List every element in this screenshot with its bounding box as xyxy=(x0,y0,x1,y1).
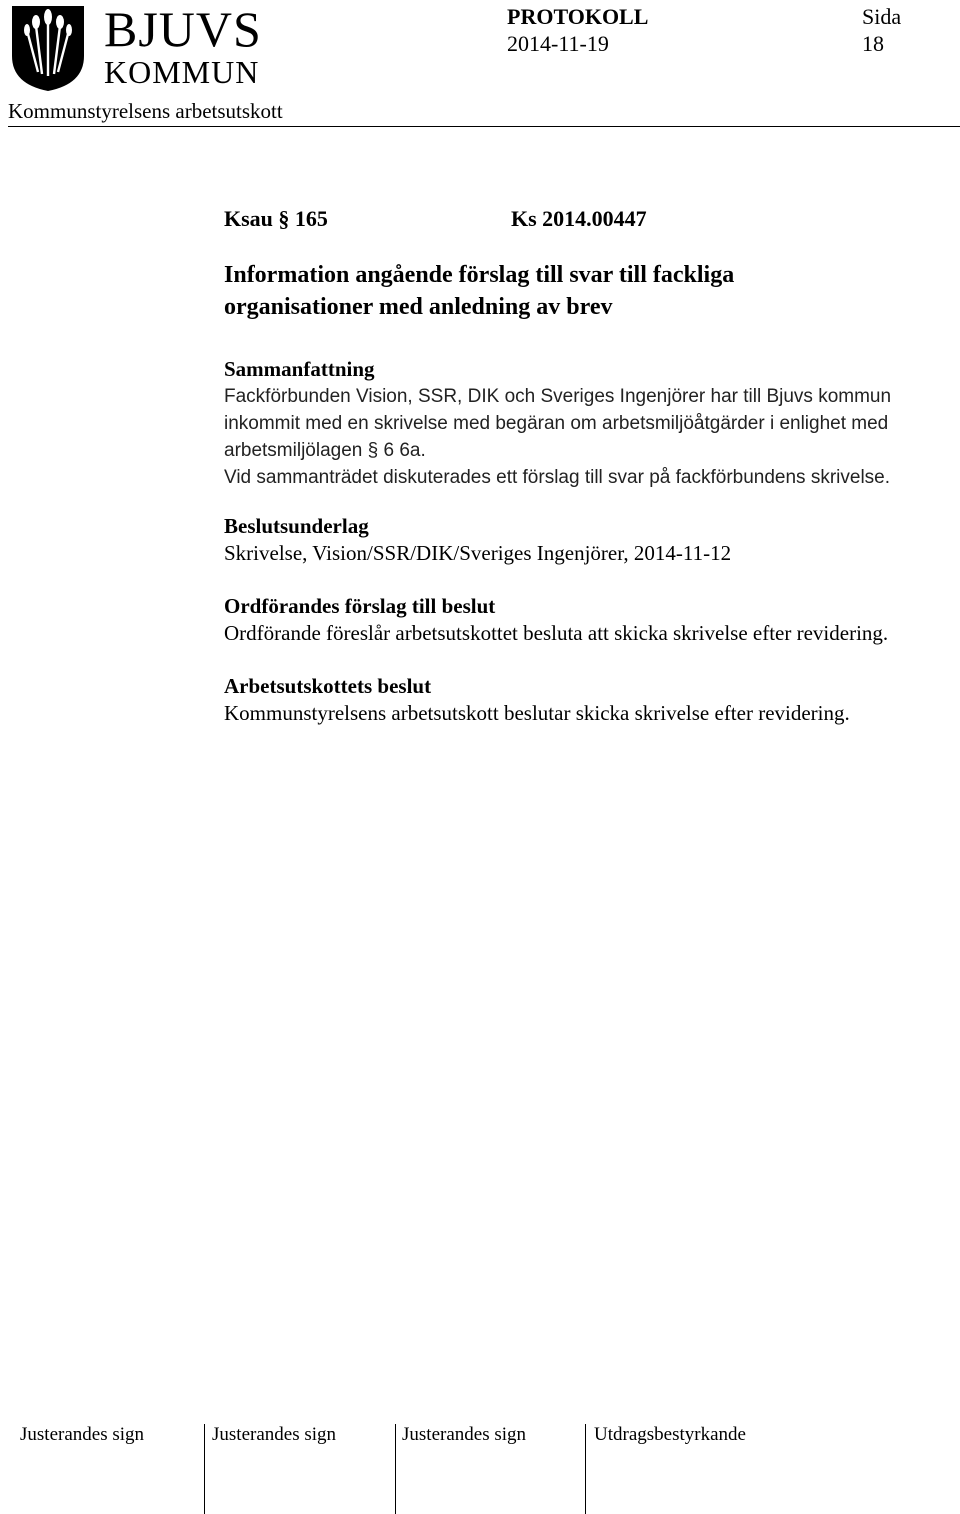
chair-proposal-heading: Ordförandes förslag till beslut xyxy=(224,594,496,618)
page-label: Sida xyxy=(862,4,902,29)
summary-text-discussion: Vid sammanträdet diskuterades ett förslag till svar på fackförbundens skrivelse. xyxy=(224,467,891,488)
section-reference: Ksau § 165 xyxy=(224,206,328,231)
decision-heading: Arbetsutskottets beslut xyxy=(224,674,432,698)
page-number: 18 xyxy=(862,31,884,56)
logo-subtitle: KOMMUN xyxy=(104,54,260,90)
basis-heading: Beslutsunderlag xyxy=(224,514,369,538)
basis-text: Skrivelse, Vision/SSR/DIK/Sveriges Ingenjörer, 2014-11-12 xyxy=(224,541,732,565)
item-title: Information angående förslag till svar till fackliga organisationer med anledning av brev xyxy=(224,262,735,320)
signature-label-3: Justerandes sign xyxy=(402,1424,527,1445)
item-reference-line xyxy=(224,206,647,232)
logo-name: BJUVS xyxy=(104,1,262,57)
certification-label: Utdragsbestyrkande xyxy=(594,1424,746,1445)
meeting-date: 2014-11-19 xyxy=(507,31,609,56)
chair-proposal-text: Ordförande föreslår arbetsutskottet besluta att skicka skrivelse efter revidering. xyxy=(224,621,889,645)
summary-heading: Sammanfattning xyxy=(224,357,375,381)
signature-divider xyxy=(204,1424,205,1514)
basis-section xyxy=(224,513,954,567)
header-divider xyxy=(8,126,960,127)
municipality-logo xyxy=(8,1,262,92)
signature-label-2: Justerandes sign xyxy=(212,1424,337,1445)
signature-footer xyxy=(0,1424,960,1514)
torch-emblem-icon xyxy=(8,4,88,92)
decision-text: Kommunstyrelsens arbetsutskott beslutar skicka skrivelse efter revidering. xyxy=(224,701,850,725)
summary-section xyxy=(224,356,954,491)
summary-text: Fackförbunden Vision, SSR, DIK och Sveriges Ingenjörer har till Bjuvs kommun inkommit med en skrivelse med begäran om arbetsmiljöåtgärder i enlighet med arbetsmiljölagen § 6 6a. xyxy=(224,386,892,461)
signature-label-1: Justerandes sign xyxy=(20,1424,145,1445)
signature-divider xyxy=(395,1424,396,1514)
document-type: PROTOKOLL xyxy=(507,4,649,29)
case-reference: Ks 2014.00447 xyxy=(511,206,647,231)
signature-divider xyxy=(585,1424,586,1514)
chair-proposal-section xyxy=(224,593,954,647)
organization-name: Kommunstyrelsens arbetsutskott xyxy=(8,99,283,123)
decision-section xyxy=(224,673,954,727)
